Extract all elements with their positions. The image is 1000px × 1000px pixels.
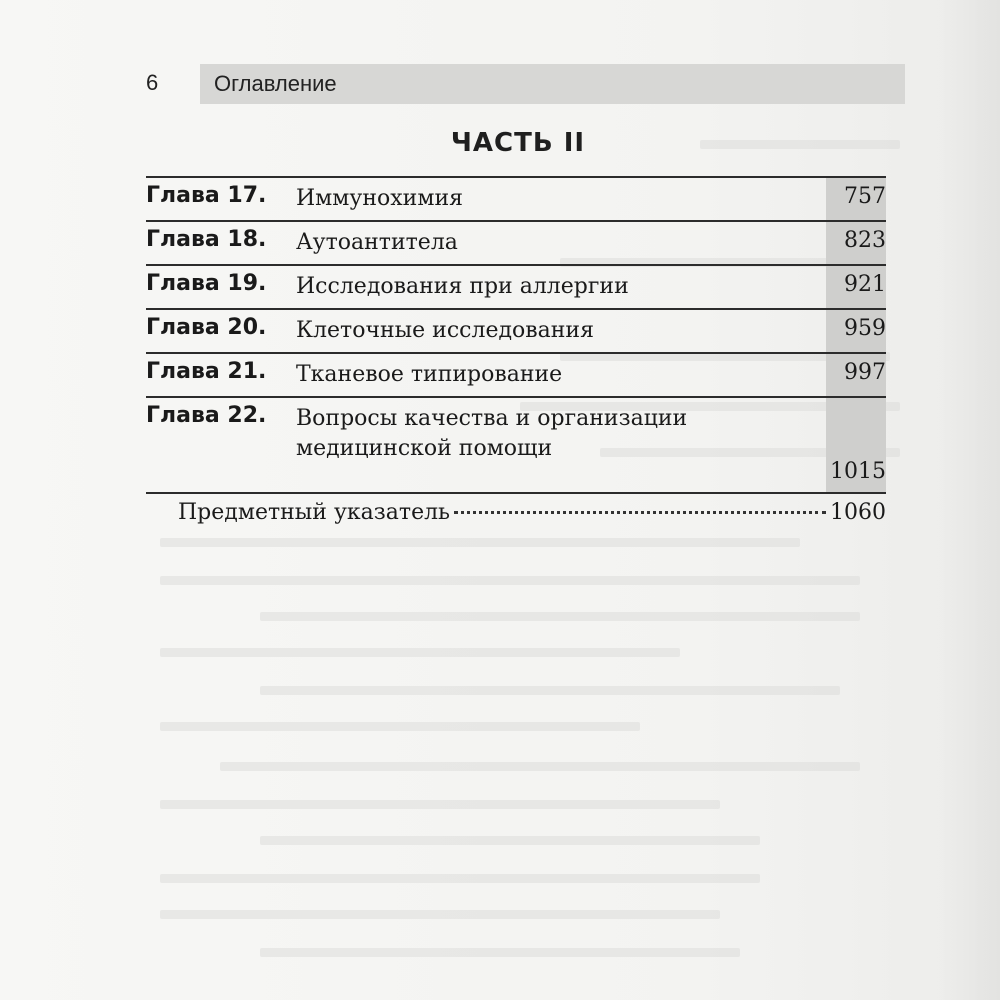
chapter-page-cell [826,178,886,220]
page-edge-shadow [940,0,1000,1000]
chapter-title [296,310,886,346]
toc-row[interactable] [146,264,886,308]
page-number: 6 [146,70,159,95]
chapter-title-line: Аутоантитела [296,230,458,255]
chapter-page-cell [826,398,886,492]
chapter-page-cell [826,310,886,352]
chapter-label: Глава 22. [146,403,267,428]
chapter-page-number: 757 [844,184,886,209]
chapter-page-number: 997 [844,360,886,385]
running-header [200,64,905,104]
chapter-label: Глава 17. [146,183,267,208]
part-title: ЧАСТЬ II [450,128,586,158]
toc-row[interactable] [146,352,886,396]
chapter-title-line: Клеточные исследования [296,318,594,343]
toc-table [146,176,886,494]
chapter-title [296,222,886,258]
chapter-label: Глава 19. [146,271,267,296]
toc-row[interactable] [146,176,886,220]
chapter-page-number: 1015 [830,459,886,484]
chapter-page-cell [826,222,886,264]
leader-dots [454,511,826,514]
toc-row[interactable] [146,220,886,264]
chapter-title-line: Иммунохимия [296,186,463,211]
chapter-page-cell [826,266,886,308]
index-page-number: 1060 [830,500,886,525]
running-header-title: Оглавление [214,71,337,96]
chapter-title-line: Вопросы качества и организации [296,406,688,431]
chapter-title [296,398,886,464]
toc-row[interactable] [146,308,886,352]
chapter-title [296,178,886,214]
chapter-title-line: медицинской помощи [296,436,553,461]
chapter-label: Глава 20. [146,315,267,340]
chapter-title [296,266,886,302]
chapter-page-number: 959 [844,316,886,341]
chapter-title-line: Тканевое типирование [296,362,563,387]
index-label: Предметный указатель [178,500,451,525]
chapter-page-cell [826,354,886,396]
index-entry[interactable] [178,500,886,525]
chapter-page-number: 823 [844,228,886,253]
chapter-title [296,354,886,390]
chapter-title-line: Исследования при аллергии [296,274,629,299]
chapter-page-number: 921 [844,272,886,297]
chapter-label: Глава 18. [146,227,267,252]
chapter-label: Глава 21. [146,359,267,384]
toc-row[interactable] [146,396,886,494]
